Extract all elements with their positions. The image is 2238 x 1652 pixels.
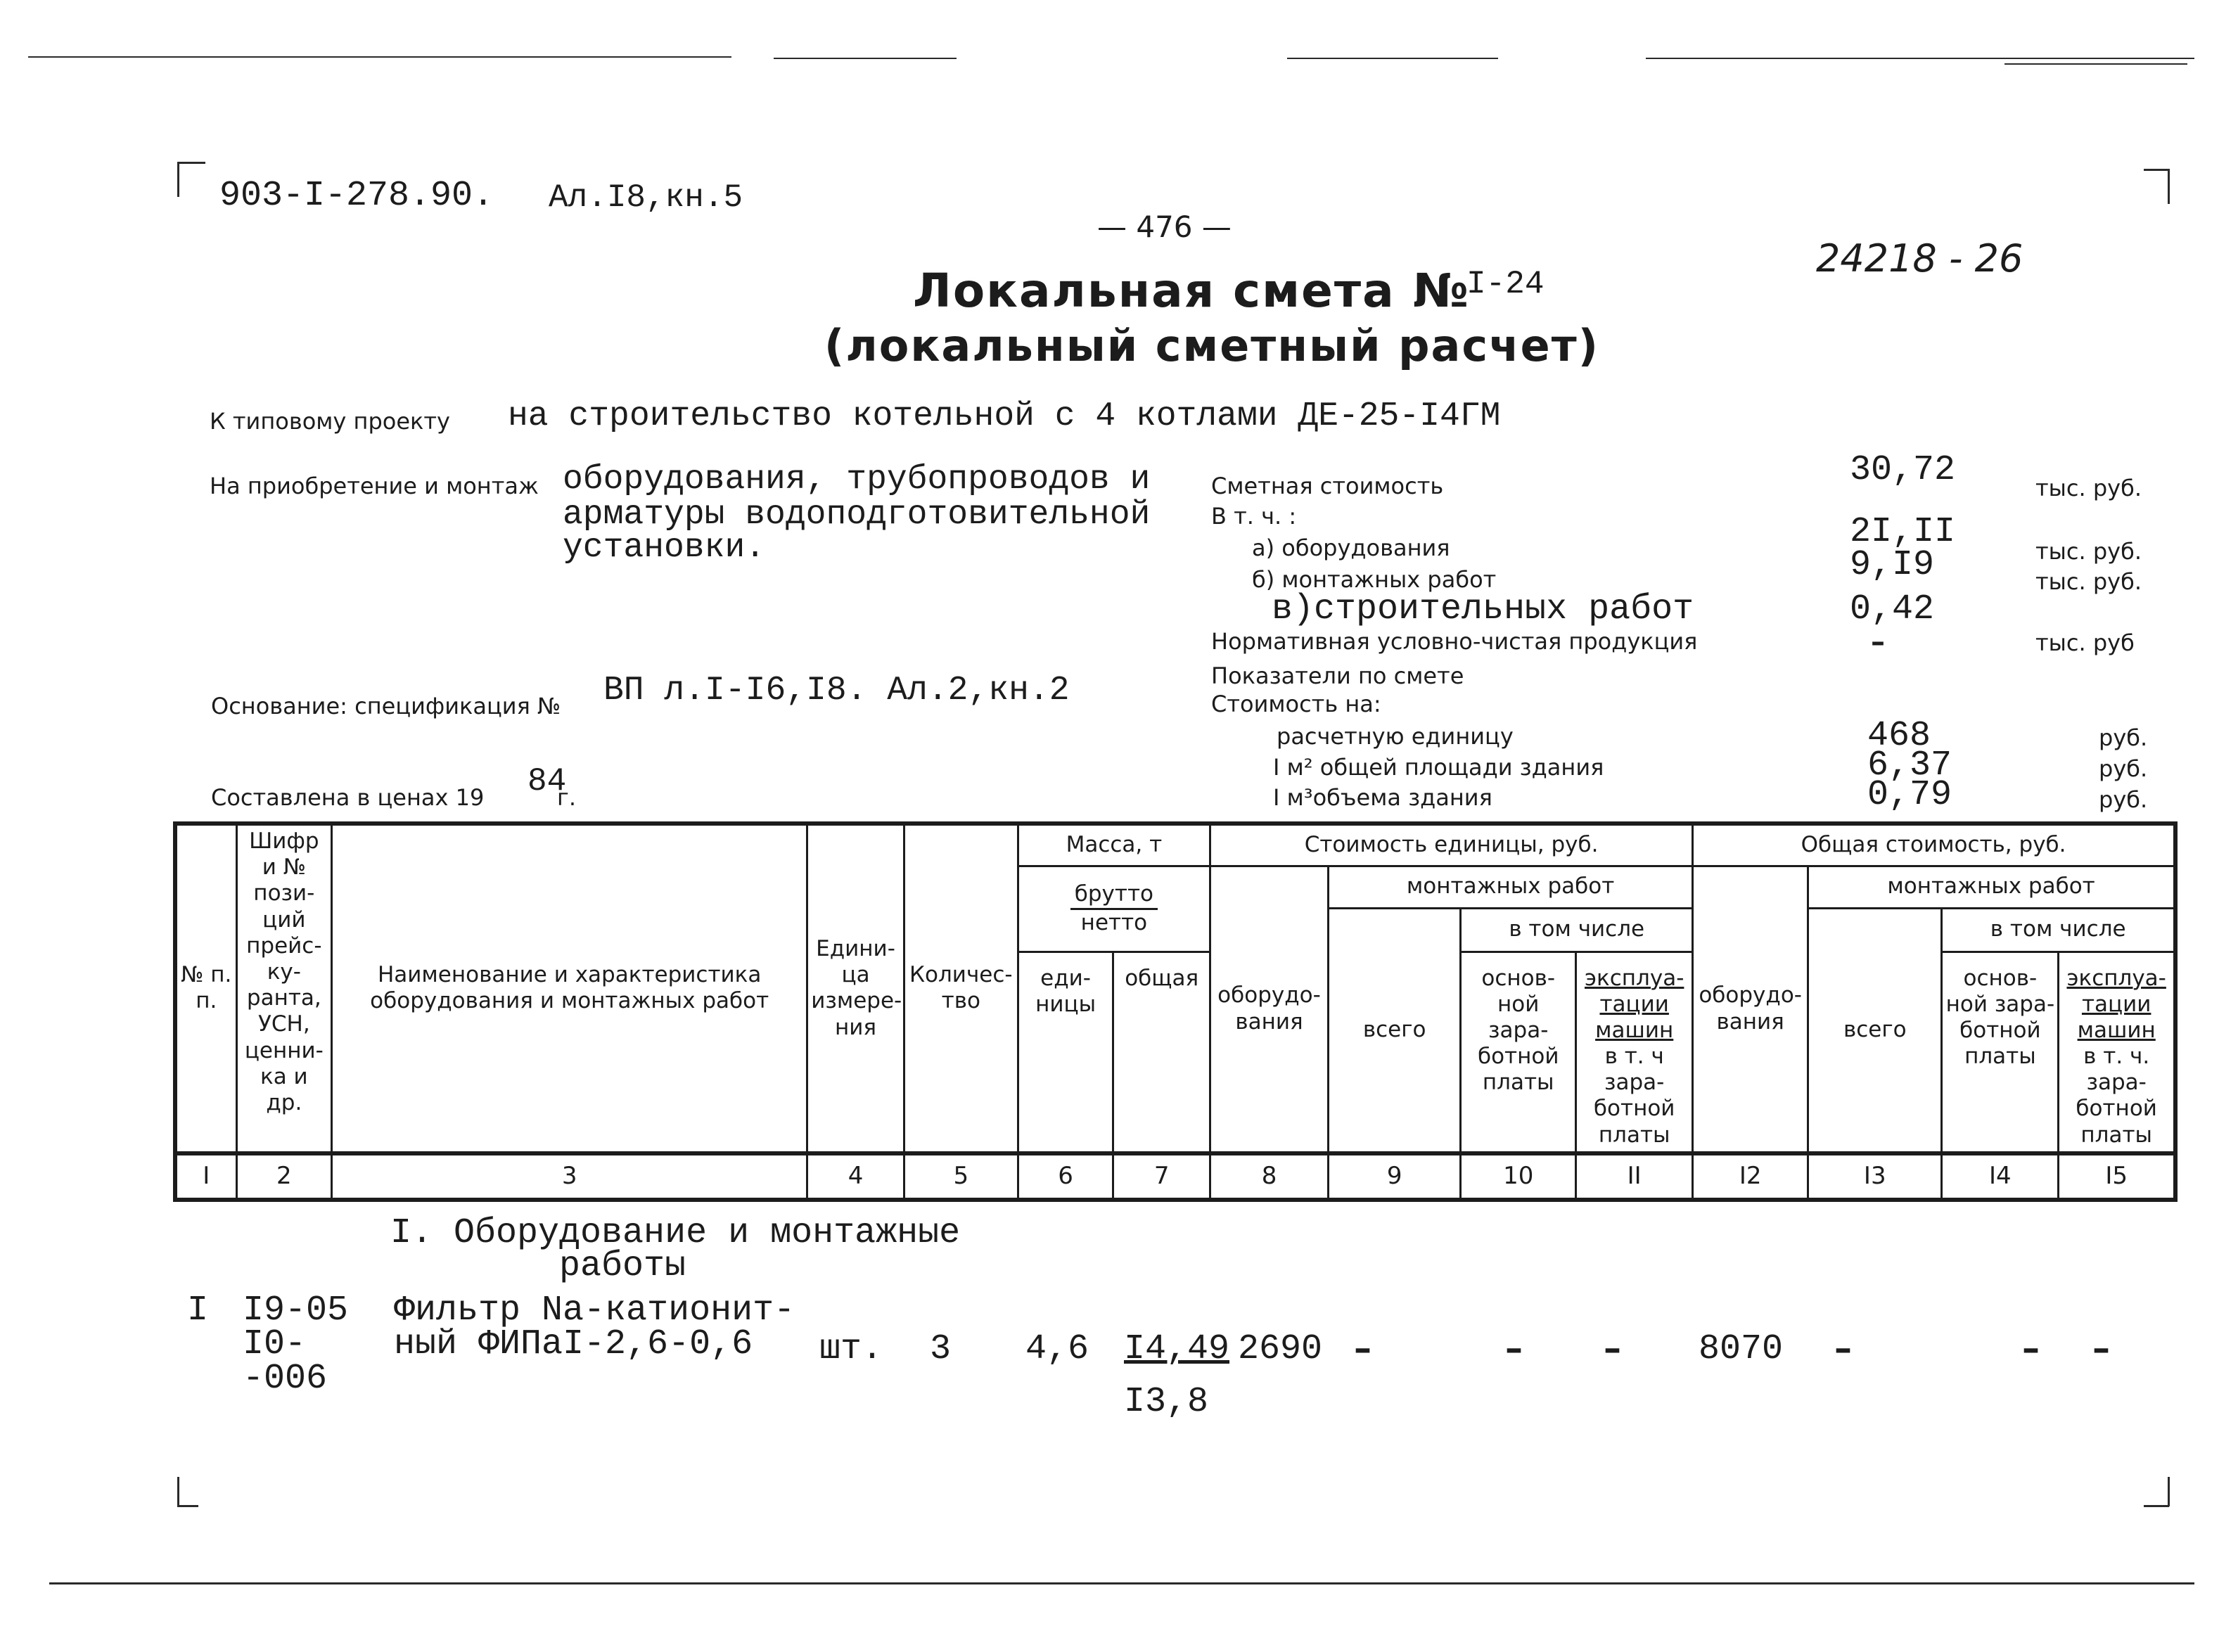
col-header-name: Наименование и характеристика оборудования и монтажных работ: [332, 824, 807, 1153]
col-number: 9: [1329, 1153, 1461, 1200]
col-header-total-installation: монтажных работ: [1808, 866, 2175, 908]
top-border-line: [1287, 58, 1498, 59]
purpose-line: оборудования, трубопроводов и: [563, 461, 1151, 499]
col-header-incl2: в том числе: [1942, 908, 2175, 952]
col-number: I5: [2059, 1153, 2175, 1200]
row-quantity: 3: [930, 1329, 952, 1369]
row-number: I: [187, 1291, 209, 1331]
section-title: I. Оборудование и монтажные: [390, 1213, 961, 1253]
installation-unit: тыс. руб.: [2035, 568, 2142, 595]
project-value: на строительство котельной с 4 котлами ДЕ-25-I4ГМ: [508, 397, 1501, 435]
netto-label: нетто: [1080, 909, 1148, 935]
col-header-unit-cost: Стоимость единицы, руб.: [1210, 824, 1693, 866]
row-total-equipment: 8070: [1699, 1329, 1784, 1369]
page-title: Локальная смета №: [913, 264, 1471, 318]
row-equipment: 2690: [1238, 1329, 1323, 1369]
album-ref: Ал.I8,кн.5: [549, 179, 743, 216]
corner-mark-bottom-left: [177, 1505, 198, 1507]
installation-label: б) монтажных работ: [1252, 566, 1497, 593]
corner-mark-top-right: [2144, 169, 2169, 171]
unit-cost-unit: руб.: [2099, 724, 2148, 751]
purpose-line: установки.: [563, 529, 766, 567]
col-number: 6: [1018, 1153, 1113, 1200]
row-inst-wage: –: [1505, 1328, 1523, 1369]
col-number: 2: [236, 1153, 332, 1200]
col-header-equipment: оборудо- вания: [1210, 866, 1329, 1153]
row-name: ный ФИПаI-2,6-0,6: [394, 1324, 753, 1364]
top-border-line: [774, 58, 957, 59]
col-header-total-cost: Общая стоимость, руб.: [1693, 824, 2175, 866]
handwritten-number: 24218 - 26: [1816, 236, 2023, 281]
top-border-line: [2004, 63, 2187, 65]
row-mass-brutto: I4,49: [1124, 1329, 1230, 1369]
normative-label: Нормативная условно-чистая продукция: [1211, 628, 1698, 655]
basis-label: Основание: спецификация №: [211, 693, 561, 719]
col-number: 7: [1113, 1153, 1210, 1200]
row-code: I9-05: [243, 1291, 349, 1331]
area-cost-label: I м² общей площади здания: [1273, 754, 1604, 781]
page-number: — 476 —: [1097, 210, 1232, 244]
row-mass-netto: I3,8: [1124, 1382, 1209, 1422]
estimate-table-header: [173, 821, 2178, 1202]
row-mass-unit: 4,6: [1025, 1329, 1089, 1369]
col-number: 5: [904, 1153, 1018, 1200]
normative-value: –: [1871, 626, 1885, 658]
machines-top: эксплуа- тации машин: [2066, 965, 2166, 1043]
corner-mark-top-left: [177, 162, 205, 164]
purpose-line: арматуры водоподготовительной: [563, 496, 1151, 534]
brutto-label: брутто: [1070, 881, 1158, 909]
row-inst-machine: –: [1604, 1328, 1621, 1369]
col-header-mass-unit: еди- ницы: [1018, 952, 1113, 1153]
volume-cost-value: 0,79: [1867, 775, 1952, 815]
page-subtitle: (локальный сметный расчет): [824, 320, 1600, 371]
col-number: I4: [1942, 1153, 2059, 1200]
construction-value: 0,42: [1850, 589, 1935, 629]
volume-cost-unit: руб.: [2099, 786, 2148, 813]
project-label: К типовому проекту: [210, 408, 450, 435]
col-header-unit: Едини- ца измере- ния: [807, 824, 904, 1153]
col-number: 8: [1210, 1153, 1329, 1200]
col-number: 3: [332, 1153, 807, 1200]
corner-mark-bottom-left: [177, 1477, 179, 1506]
row-unit: шт.: [819, 1329, 883, 1369]
area-cost-value: 6,37: [1867, 745, 1952, 786]
purpose-label: На приобретение и монтаж: [210, 473, 539, 499]
row-code: -006: [243, 1359, 328, 1399]
machines-bottom: в т. ч зара- ботной платы: [1593, 1044, 1675, 1148]
machines-bottom: в т. ч. зара- ботной платы: [2076, 1044, 2157, 1148]
col-number: I2: [1693, 1153, 1808, 1200]
section-title-cont: работы: [559, 1246, 686, 1286]
col-header-quantity: Количес- тво: [904, 824, 1018, 1153]
col-header-incl: в том числе: [1461, 908, 1693, 952]
bottom-border-line: [49, 1582, 2194, 1584]
col-number: II: [1576, 1153, 1693, 1200]
col-header-total-machines: [2059, 952, 2175, 1153]
row-name: Фильтр Nа-катионит-: [394, 1291, 795, 1331]
col-header-installation: монтажных работ: [1329, 866, 1693, 908]
corner-mark-bottom-right: [2168, 1477, 2170, 1506]
col-header-code: Шифр и № пози- ций прейс- ку- ранта, УСН, ценни- ка и др.: [236, 824, 332, 1153]
doc-code: 903-I-278.90.: [219, 176, 494, 216]
col-header-wage: основ- ной зара- ботной платы: [1461, 952, 1576, 1153]
incl-label: В т. ч. :: [1211, 503, 1297, 530]
prices-suffix: г.: [557, 784, 576, 811]
corner-mark-top-left: [177, 162, 179, 197]
construction-label: в)строительных работ: [1272, 589, 1694, 629]
equipment-value: 2I,II: [1850, 512, 1956, 552]
col-number: 4: [807, 1153, 904, 1200]
unit-cost-value: 468: [1867, 716, 1931, 756]
top-border-line: [28, 56, 731, 58]
prices-year: 84: [527, 763, 567, 800]
total-cost-unit: тыс. руб.: [2035, 475, 2142, 501]
row-total-wage: –: [2022, 1328, 2040, 1369]
row-total-machine: –: [2092, 1328, 2110, 1369]
indicators-label: Показатели по смете: [1211, 662, 1464, 689]
col-header-inst-total: всего: [1329, 908, 1461, 1153]
volume-cost-label: I м³объема здания: [1273, 784, 1492, 811]
col-header-total-equipment: оборудо- вания: [1693, 866, 1808, 1153]
unit-cost-label: расчетную единицу: [1277, 723, 1514, 750]
corner-mark-bottom-right: [2144, 1505, 2169, 1507]
col-header-machines: [1576, 952, 1693, 1153]
col-header-mass: Масса, т: [1018, 824, 1210, 866]
col-header-brutto-netto: [1018, 866, 1210, 952]
cost-for-label: Стоимость на:: [1211, 691, 1381, 717]
col-header-total-inst-total: всего: [1808, 908, 1942, 1153]
top-border-line: [1646, 58, 2194, 59]
row-inst-total: –: [1354, 1328, 1371, 1369]
row-code: I0-: [243, 1324, 307, 1364]
corner-mark-top-right: [2168, 169, 2170, 204]
prices-label: Составлена в ценах 19: [211, 784, 485, 811]
machines-top: эксплуа- тации машин: [1584, 965, 1684, 1043]
col-number: I: [175, 1153, 236, 1200]
normative-unit: тыс. руб: [2035, 629, 2135, 656]
col-header-number: № п. п.: [175, 824, 236, 1153]
area-cost-unit: руб.: [2099, 755, 2148, 782]
equipment-label: а) оборудования: [1252, 534, 1450, 561]
basis-value: ВП л.I-I6,I8. Ал.2,кн.2: [603, 672, 1070, 710]
total-cost-value: 30,72: [1850, 450, 1956, 490]
col-number: I3: [1808, 1153, 1942, 1200]
equipment-unit: тыс. руб.: [2035, 538, 2142, 565]
col-header-total-wage: основ- ной зара- ботной платы: [1942, 952, 2059, 1153]
installation-value: 9,I9: [1850, 545, 1935, 585]
total-cost-label: Сметная стоимость: [1211, 473, 1444, 499]
row-total-inst: –: [1834, 1328, 1852, 1369]
col-number: 10: [1461, 1153, 1576, 1200]
estimate-number: I-24: [1466, 266, 1545, 302]
col-header-mass-total: общая: [1113, 952, 1210, 1153]
